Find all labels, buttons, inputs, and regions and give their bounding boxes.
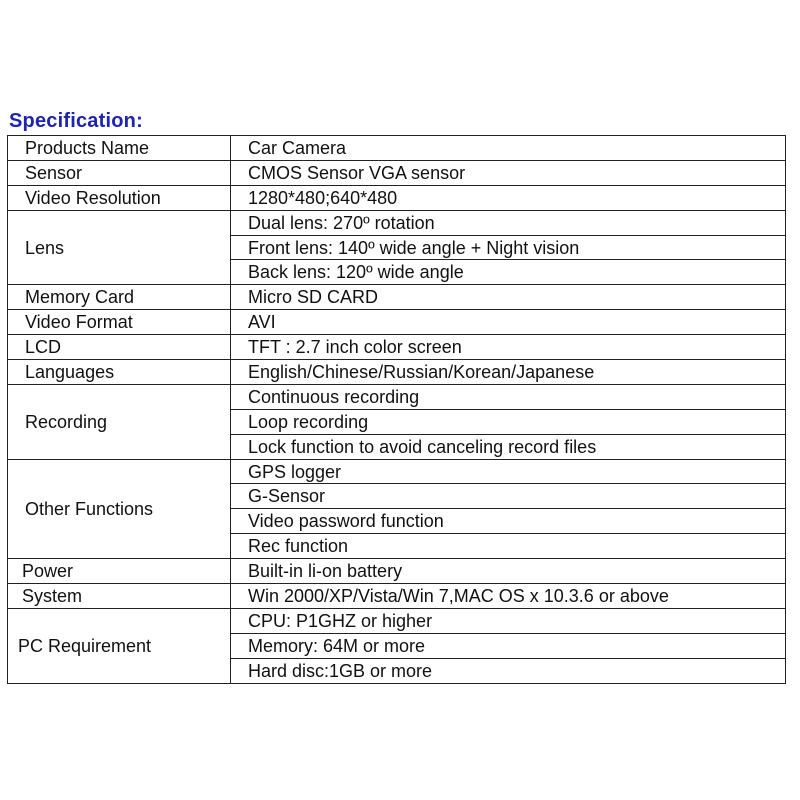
- spec-label: LCD: [8, 335, 231, 360]
- spec-value: Loop recording: [231, 409, 786, 434]
- table-row: [8, 285, 786, 310]
- spec-value: CPU: P1GHZ or higher: [231, 608, 786, 633]
- spec-value: Front lens: 140º wide angle + Night vision: [231, 235, 786, 260]
- spec-label: System: [8, 584, 231, 609]
- spec-value: English/Chinese/Russian/Korean/Japanese: [231, 360, 786, 385]
- table-row: [8, 335, 786, 360]
- spec-value: Dual lens: 270º rotation: [231, 210, 786, 235]
- spec-value: Rec function: [231, 534, 786, 559]
- spec-value: Lock function to avoid canceling record files: [231, 434, 786, 459]
- spec-label: Power: [8, 559, 231, 584]
- spec-value: 1280*480;640*480: [231, 185, 786, 210]
- spec-label: Products Name: [8, 136, 231, 161]
- spec-value: CMOS Sensor VGA sensor: [231, 160, 786, 185]
- table-row: [8, 459, 786, 484]
- specification-table: [7, 135, 786, 684]
- spec-value: Win 2000/XP/Vista/Win 7,MAC OS x 10.3.6 or above: [231, 584, 786, 609]
- spec-label: PC Requirement: [8, 608, 231, 683]
- table-row: [8, 210, 786, 235]
- table-row: [8, 160, 786, 185]
- spec-label: Languages: [8, 360, 231, 385]
- table-row: [8, 608, 786, 633]
- spec-value: Video password function: [231, 509, 786, 534]
- spec-label: Other Functions: [8, 459, 231, 559]
- spec-value: TFT : 2.7 inch color screen: [231, 335, 786, 360]
- spec-label: Video Resolution: [8, 185, 231, 210]
- table-row: [8, 185, 786, 210]
- spec-label: Sensor: [8, 160, 231, 185]
- spec-value: Hard disc:1GB or more: [231, 658, 786, 683]
- spec-label: Recording: [8, 384, 231, 459]
- spec-value: Car Camera: [231, 136, 786, 161]
- spec-label: Memory Card: [8, 285, 231, 310]
- table-row: [8, 559, 786, 584]
- table-row: [8, 584, 786, 609]
- spec-value: Memory: 64M or more: [231, 633, 786, 658]
- spec-label: Video Format: [8, 310, 231, 335]
- spec-value: AVI: [231, 310, 786, 335]
- table-row: [8, 310, 786, 335]
- page-title: Specification:: [9, 110, 143, 132]
- table-row: [8, 360, 786, 385]
- spec-value: Built-in li-on battery: [231, 559, 786, 584]
- table-row: [8, 384, 786, 409]
- table-row: [8, 136, 786, 161]
- spec-label: Lens: [8, 210, 231, 285]
- specification-table-body: [8, 136, 786, 684]
- spec-value: Back lens: 120º wide angle: [231, 260, 786, 285]
- spec-value: Continuous recording: [231, 384, 786, 409]
- spec-value: Micro SD CARD: [231, 285, 786, 310]
- spec-value: GPS logger: [231, 459, 786, 484]
- spec-value: G-Sensor: [231, 484, 786, 509]
